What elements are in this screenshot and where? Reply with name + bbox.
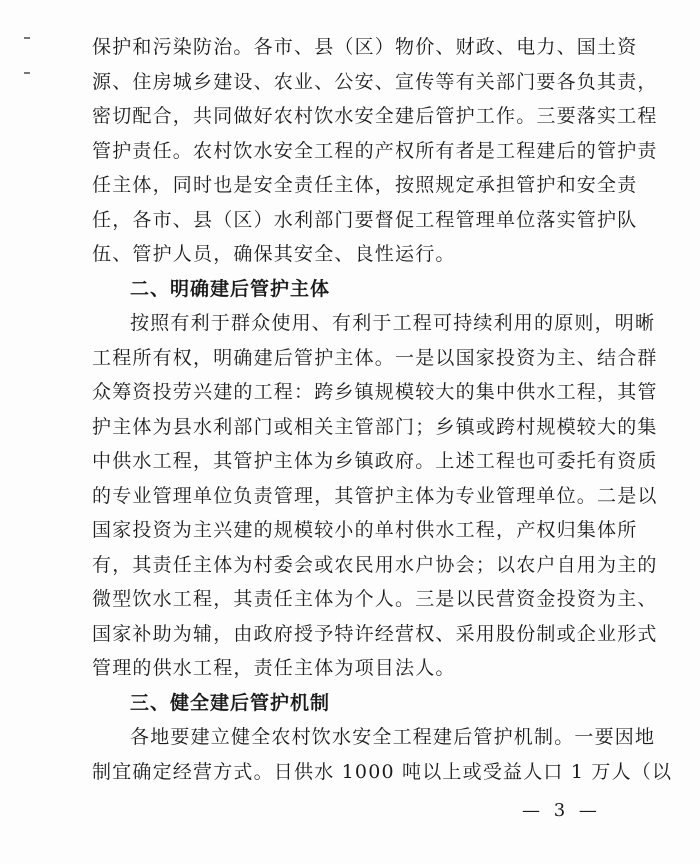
text-line: 密切配合，共同做好农村饮水安全建后管护工作。三要落实工程	[92, 105, 658, 127]
text-line: 工程所有权，明确建后管护主体。一是以国家投资为主、结合群	[92, 346, 658, 369]
text-line: 伍、管护人员，确保其安全、良性运行。	[92, 243, 456, 265]
text-line: 国家投资为主兴建的规模较小的单村供水工程，产权归集体所	[92, 519, 638, 541]
text-line: 任主体，同时也是安全责任主体，按照规定承担管护和安全责	[92, 174, 638, 196]
text-line: 制宜确定经营方式。日供水 1000 吨以上或受益人口 1 万人（以	[92, 760, 673, 783]
text-line: 管护责任。农村饮水安全工程的产权所有者是工程建后的管护责	[92, 139, 658, 162]
section-heading: 二、明确建后管护主体	[130, 277, 331, 300]
page-number: — 3 —	[522, 800, 601, 821]
text-line: 有，其责任主体为村委会或农民用水户协会；以农户自用为主的	[92, 553, 658, 576]
body-text	[92, 30, 673, 789]
text-line: 的专业管理单位负责管理，其管护主体为专业管理单位。二是以	[92, 484, 658, 507]
text-line: 微型饮水工程，其责任主体为个人。三是以民营资金投资为主、	[92, 588, 658, 610]
binding-mark	[24, 72, 30, 74]
text-line: 源、住房城乡建设、农业、公安、宣传等有关部门要各负其责，	[92, 70, 658, 93]
text-line: 众筹资投劳兴建的工程：跨乡镇规模较大的集中供水工程，其管	[92, 381, 658, 403]
section-heading: 三、健全建后管护机制	[130, 691, 331, 714]
text-line: 国家补助为辅，由政府授予特许经营权、采用股份制或企业形式	[92, 622, 658, 645]
text-line: 按照有利于群众使用、有利于工程可持续利用的原则，明晰	[130, 312, 656, 334]
binding-mark	[24, 37, 30, 39]
text-line: 护主体为县水利部门或相关主管部门；乡镇或跨村规模较大的集	[92, 415, 658, 438]
text-line: 各地要建立健全农村饮水安全工程建后管护机制。一要因地	[130, 726, 656, 748]
text-line: 管理的供水工程，责任主体为项目法人。	[92, 657, 456, 679]
text-line: 任，各市、县（区）水利部门要督促工程管理单位落实管护队	[92, 208, 638, 231]
text-line: 中供水工程，其管护主体为乡镇政府。上述工程也可委托有资质	[92, 450, 658, 472]
text-line: 保护和污染防治。各市、县（区）物价、财政、电力、国土资	[92, 36, 638, 58]
